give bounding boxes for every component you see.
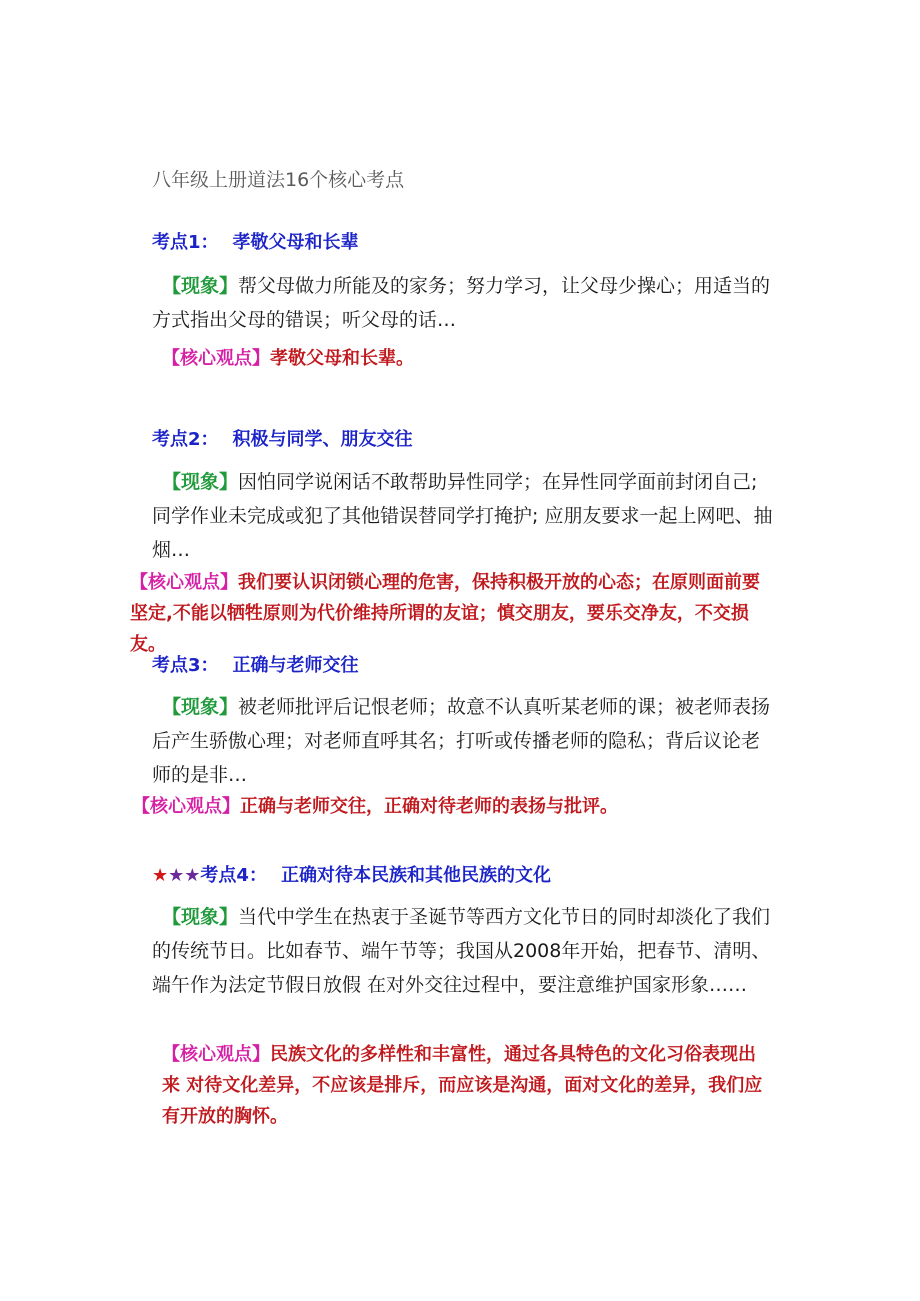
point-2-title: 积极与同学、朋友交往 — [232, 429, 413, 450]
point-1-label: 考点1： — [152, 232, 219, 253]
point-2-label: 考点2： — [152, 429, 219, 450]
point-4-title: 正确对待本民族和其他民族的文化 — [280, 865, 551, 886]
point-4-phenomenon — [152, 900, 778, 1002]
point-1-title: 孝敬父母和长辈 — [232, 232, 359, 253]
point-3-core — [132, 791, 772, 822]
point-1-heading — [152, 229, 359, 257]
core-tag: 【核心观点】 — [162, 348, 270, 369]
point-4-core — [162, 1039, 772, 1132]
point-2-core — [130, 567, 770, 660]
point-1-core-text: 孝敬父母和长辈。 — [270, 348, 414, 369]
point-2-phenomenon — [152, 465, 778, 567]
phenomenon-tag: 【现象】 — [162, 696, 239, 718]
point-3-phenomenon-text: 被老师批评后记恨老师；故意不认真听某老师的课；被老师表扬后产生骄傲心理；对老师直呼其名；打听或传播老师的隐私；背后议论老师的是非… — [152, 696, 771, 786]
point-2-heading — [152, 426, 413, 454]
star-rating-icon: ★★★ — [152, 865, 201, 886]
point-1-phenomenon-text: 帮父母做力所能及的家务；努力学习，让父母少操心；用适当的方式指出父母的错误；听父母的话… — [152, 275, 771, 331]
point-3-phenomenon — [152, 690, 778, 792]
point-1-phenomenon — [152, 269, 778, 337]
point-4-heading — [152, 862, 551, 890]
point-4-core-text: 民族文化的多样性和丰富性，通过各具特色的文化习俗表现出来 对待文化差异，不应该是排斥，而应该是沟通，面对文化的差异，我们应有开放的胸怀。 — [162, 1044, 763, 1127]
phenomenon-tag: 【现象】 — [162, 906, 239, 928]
core-tag: 【核心观点】 — [132, 796, 240, 817]
phenomenon-tag: 【现象】 — [162, 471, 239, 493]
point-2-phenomenon-text: 因怕同学说闲话不敢帮助异性同学；在异性同学面前封闭自己; 同学作业未完成或犯了其他错误替同学打掩护; 应朋友要求一起上网吧、抽烟… — [152, 471, 773, 561]
point-3-label: 考点3： — [152, 655, 219, 676]
core-tag: 【核心观点】 — [162, 1044, 270, 1065]
point-4-phenomenon-text: 当代中学生在热衷于圣诞节等西方文化节日的同时却淡化了我们的传统节日。比如春节、端午节等；我国从2008年开始，把春节、清明、端午作为法定节假日放假 在对外交往过程中，要注意维护国家形象…… — [152, 906, 771, 996]
point-3-heading — [152, 652, 359, 680]
point-3-title: 正确与老师交往 — [232, 655, 359, 676]
phenomenon-tag: 【现象】 — [162, 275, 239, 297]
point-3-core-text: 正确与老师交往，正确对待老师的表扬与批评。 — [240, 796, 618, 817]
point-2-core-text: 我们要认识闭锁心理的危害，保持积极开放的心态；在原则面前要坚定,不能以牺牲原则为代价维持所谓的友谊；慎交朋友，要乐交净友，不交损友。 — [130, 572, 760, 655]
point-4-label: 考点4： — [200, 865, 267, 886]
point-1-core — [162, 343, 772, 374]
core-tag: 【核心观点】 — [130, 572, 238, 593]
document-title: 八年级上册道法16个核心考点 — [152, 169, 405, 191]
